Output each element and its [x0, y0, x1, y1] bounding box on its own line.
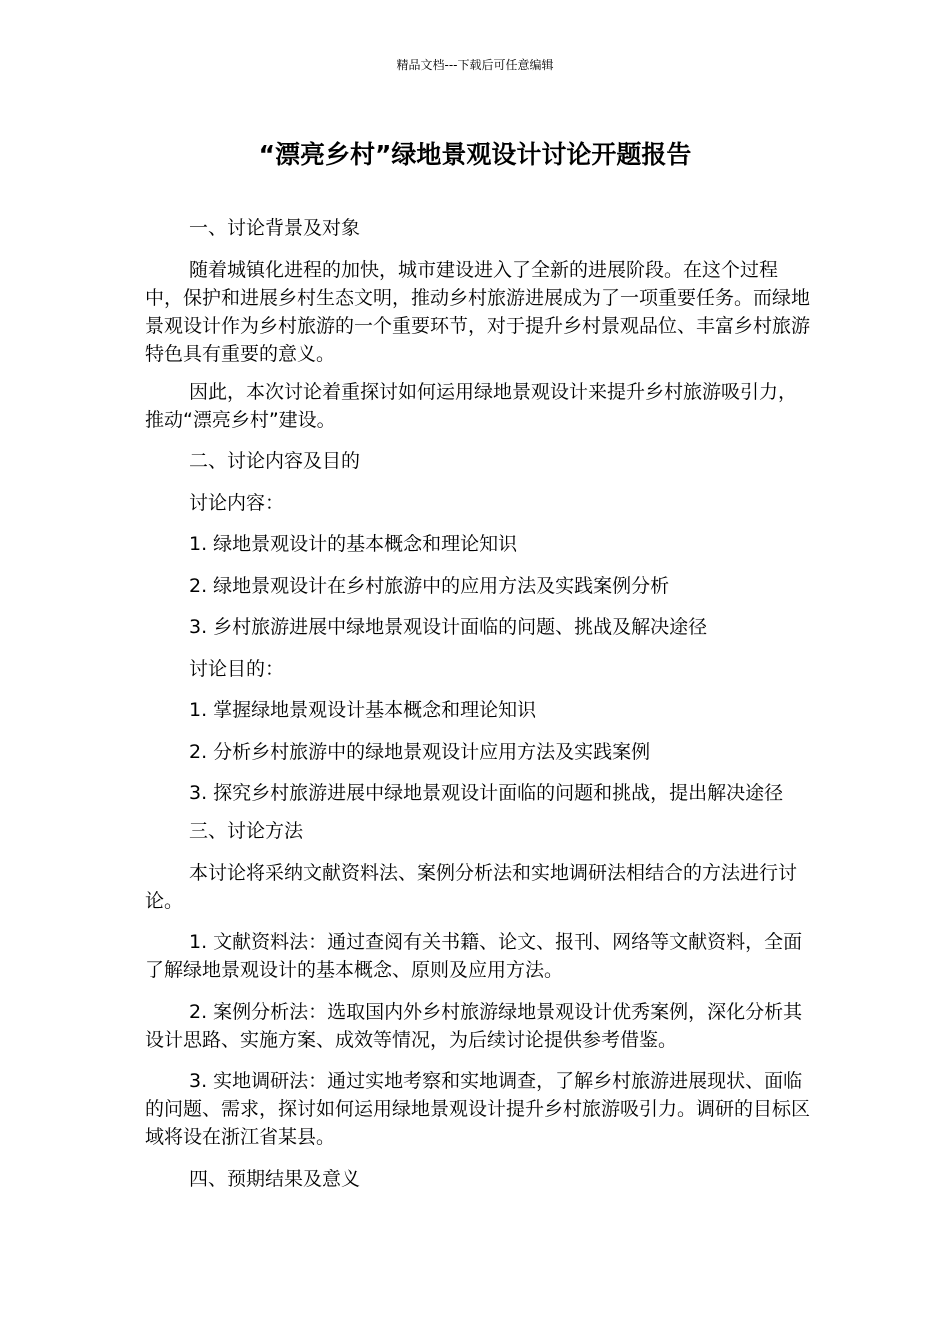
paragraph: 因此，本次讨论着重探讨如何运用绿地景观设计来提升乡村旅游吸引力，推动“漂亮乡村”建设。	[145, 380, 798, 431]
section-heading: 三、讨论方法	[189, 820, 304, 842]
sub-heading: 讨论目的：	[189, 657, 285, 680]
section-heading: 四、预期结果及意义	[189, 1167, 361, 1190]
method-item: 3. 实地调研法：通过实地考察和实地调查，了解乡村旅游进展现状、面临的问题、需求，探讨如何运用绿地景观设计提升乡村旅游吸引力。调研的目标区域将设在浙江省某县。	[145, 1070, 811, 1148]
method-item: 2. 案例分析法：选取国内外乡村旅游绿地景观设计优秀案例，深化分析其设计思路、实施方案、成效等情况，为后续讨论提供参考借鉴。	[145, 1000, 803, 1051]
list-item: 1. 绿地景观设计的基本概念和理论知识	[189, 533, 518, 555]
list-item: 3. 探究乡村旅游进展中绿地景观设计面临的问题和挑战，提出解决途径	[189, 782, 784, 804]
list-item: 2. 绿地景观设计在乡村旅游中的应用方法及实践案例分析	[189, 574, 670, 597]
section-heading: 一、讨论背景及对象	[189, 217, 361, 239]
document-body	[145, 214, 813, 1206]
list-item: 1. 掌握绿地景观设计基本概念和理论知识	[189, 699, 537, 721]
document-title: “漂亮乡村”绿地景观设计讨论开题报告	[258, 140, 692, 169]
list-item: 2. 分析乡村旅游中的绿地景观设计应用方法及实践案例	[189, 740, 651, 763]
page-header: 精品文档---下载后可任意编辑	[396, 58, 554, 72]
list-item: 3. 乡村旅游进展中绿地景观设计面临的问题、挑战及解决途径	[189, 616, 708, 638]
method-item: 1. 文献资料法：通过查阅有关书籍、论文、报刊、网络等文献资料，全面了解绿地景观设计的基本概念、原则及应用方法。	[145, 931, 803, 981]
sub-heading: 讨论内容：	[189, 491, 285, 514]
section-heading: 二、讨论内容及目的	[189, 450, 361, 472]
paragraph: 本讨论将采纳文献资料法、案例分析法和实地调研法相结合的方法进行讨论。	[145, 861, 798, 912]
paragraph: 随着城镇化进程的加快，城市建设进入了全新的进展阶段。在这个过程中，保护和进展乡村生态文明，推动乡村旅游进展成为了一项重要任务。而绿地景观设计作为乡村旅游的一个重要环节，对于提升乡村景观品位、丰富乡村旅游特色具有重要的意义。	[145, 258, 811, 365]
